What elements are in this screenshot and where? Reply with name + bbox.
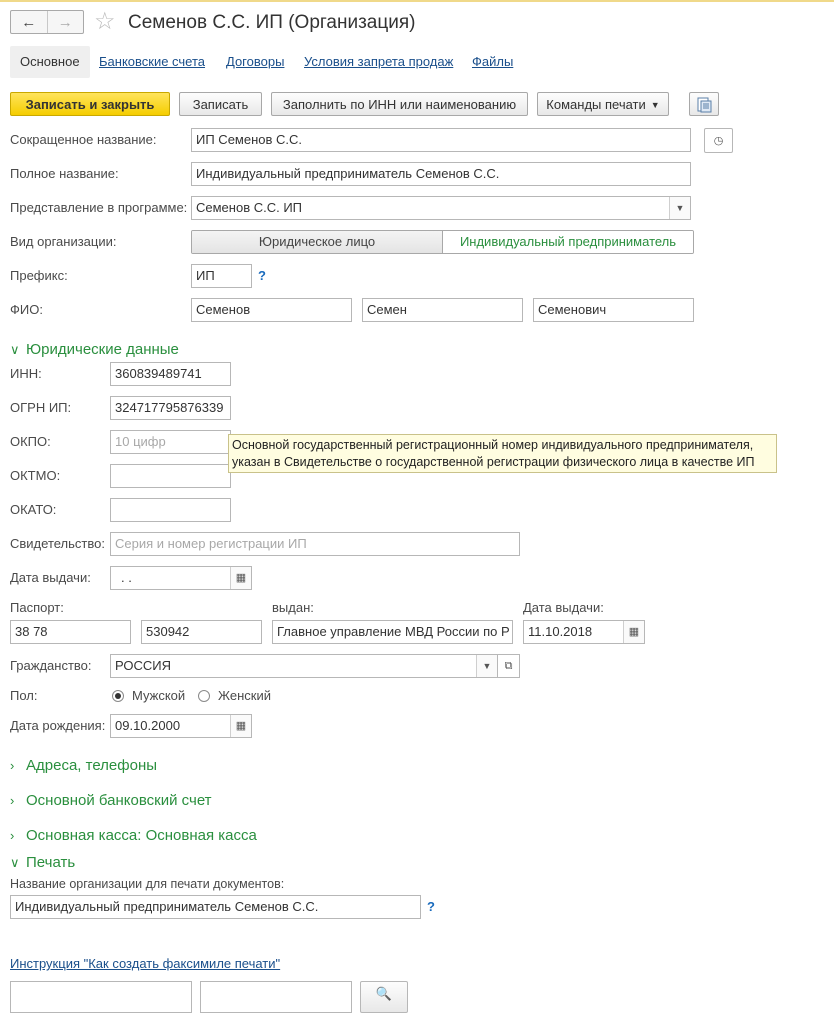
arrow-left-icon: ← xyxy=(21,13,37,31)
presentation-input[interactable] xyxy=(191,196,691,220)
full-name-label: Полное название: xyxy=(10,166,119,181)
print-name-input[interactable]: Индивидуальный предприниматель Семенов С.С. xyxy=(10,895,421,919)
passport-date-value: 11.10.2018 xyxy=(528,624,593,639)
signature-image-box[interactable] xyxy=(200,981,352,1013)
okato-input[interactable] xyxy=(110,498,231,522)
print-commands-label: Команды печати xyxy=(546,97,646,112)
tab-bank-accounts[interactable]: Банковские счета xyxy=(99,54,206,69)
org-type-label: Вид организации: xyxy=(10,234,117,249)
gender-male-label[interactable]: Мужской xyxy=(132,688,186,703)
certificate-label: Свидетельство: xyxy=(10,536,105,551)
facsimile-image-box[interactable] xyxy=(10,981,192,1013)
chevron-right-icon: › xyxy=(10,793,15,808)
save-and-close-button[interactable]: Записать и закрыть xyxy=(10,92,170,116)
gender-label: Пол: xyxy=(10,688,38,703)
birth-date-value: 09.10.2000 xyxy=(115,718,181,733)
oktmo-label: ОКТМО: xyxy=(10,468,61,483)
org-type-switch xyxy=(191,230,694,254)
passport-label: Паспорт: xyxy=(10,600,64,615)
tab-main[interactable]: Основное xyxy=(10,46,90,78)
issue-date-label: Дата выдачи: xyxy=(10,570,91,585)
tab-contracts[interactable]: Договоры xyxy=(226,54,285,69)
inn-label: ИНН: xyxy=(10,366,42,381)
tooltip-line-1: Основной государственный регистрационный номер индивидуального предпринимателя, xyxy=(232,438,754,452)
report-button[interactable] xyxy=(689,92,719,116)
middle-name-input[interactable]: Семенович xyxy=(533,298,694,322)
print-title: Печать xyxy=(26,854,76,871)
inn-input[interactable]: 360839489741 xyxy=(110,362,231,386)
cash-title: Основная касса: Основная касса xyxy=(26,827,257,844)
short-name-label: Сокращенное название: xyxy=(10,132,157,147)
passport-date-label: Дата выдачи: xyxy=(523,600,604,615)
forward-button[interactable] xyxy=(47,11,84,33)
arrow-right-icon: → xyxy=(57,13,73,31)
upload-image-button[interactable] xyxy=(360,981,408,1013)
oktmo-input[interactable] xyxy=(110,464,231,488)
chevron-down-icon: ∨ xyxy=(10,855,20,870)
full-name-input[interactable]: Индивидуальный предприниматель Семенов С.С. xyxy=(191,162,691,186)
open-icon: ⧉ xyxy=(504,659,513,672)
citizenship-input[interactable] xyxy=(110,654,498,678)
passport-number-input[interactable]: 530942 xyxy=(141,620,262,644)
save-button[interactable]: Записать xyxy=(179,92,262,116)
presentation-value: Семенов С.С. ИП xyxy=(196,200,303,215)
dropdown-arrow-icon: ▼ xyxy=(650,100,660,110)
legal-data-section-header[interactable] xyxy=(10,340,179,360)
calendar-icon[interactable]: ▦ xyxy=(623,621,644,643)
ogrn-input[interactable]: 324717795876339 xyxy=(110,396,231,420)
gender-male-radio[interactable] xyxy=(112,690,124,702)
org-type-legal-entity[interactable]: Юридическое лицо xyxy=(192,231,443,253)
report-icon xyxy=(696,97,712,113)
print-section-header[interactable] xyxy=(10,853,75,873)
tab-sale-restrictions[interactable]: Условия запрета продаж xyxy=(304,54,454,69)
issue-date-input[interactable] xyxy=(110,566,252,590)
last-name-input[interactable]: Семенов xyxy=(191,298,352,322)
gender-female-radio[interactable] xyxy=(198,690,210,702)
short-name-input[interactable]: ИП Семенов С.С. xyxy=(191,128,691,152)
presentation-label: Представление в программе: xyxy=(10,200,188,215)
gender-female-label[interactable]: Женский xyxy=(218,688,271,703)
passport-date-input[interactable] xyxy=(523,620,645,644)
print-commands-button[interactable] xyxy=(537,92,669,116)
chevron-right-icon: › xyxy=(10,828,15,843)
okpo-label: ОКПО: xyxy=(10,434,51,449)
ogrn-tooltip xyxy=(228,434,777,473)
issue-date-value: . . xyxy=(121,570,132,585)
navigation-buttons xyxy=(10,10,84,34)
facsimile-instruction-link[interactable]: Инструкция "Как создать факсимиле печати" xyxy=(10,956,281,971)
star-icon[interactable]: ☆ xyxy=(94,8,116,35)
passport-series-input[interactable]: 38 78 xyxy=(10,620,131,644)
addresses-section-header[interactable] xyxy=(10,756,157,776)
passport-issued-by-input[interactable]: Главное управление МВД России по Р xyxy=(272,620,513,644)
fill-by-inn-button[interactable]: Заполнить по ИНН или наименованию xyxy=(271,92,528,116)
first-name-input[interactable]: Семен xyxy=(362,298,523,322)
document-search-icon: 🔍 xyxy=(375,986,393,1001)
top-accent-line xyxy=(0,0,834,2)
dropdown-arrow-icon[interactable]: ▼ xyxy=(669,197,690,219)
open-citizenship-button[interactable] xyxy=(498,654,520,678)
legal-data-title: Юридические данные xyxy=(26,341,179,358)
birth-date-label: Дата рождения: xyxy=(10,718,106,733)
addresses-title: Адреса, телефоны xyxy=(26,757,158,774)
prefix-input[interactable]: ИП xyxy=(191,264,252,288)
history-icon: ◷ xyxy=(713,135,724,147)
print-name-label: Название организации для печати документов: xyxy=(10,877,285,891)
chevron-down-icon: ∨ xyxy=(10,342,20,357)
prefix-label: Префикс: xyxy=(10,268,68,283)
calendar-icon[interactable]: ▦ xyxy=(230,567,251,589)
cash-section-header[interactable] xyxy=(10,826,257,846)
calendar-icon[interactable]: ▦ xyxy=(230,715,251,737)
print-name-help-icon[interactable]: ? xyxy=(427,899,435,914)
tab-files[interactable]: Файлы xyxy=(472,54,514,69)
okpo-input[interactable]: 10 цифр xyxy=(110,430,231,454)
ogrn-label: ОГРН ИП: xyxy=(10,400,72,415)
citizenship-value: РОССИЯ xyxy=(115,658,172,673)
org-type-individual-entrepreneur[interactable]: Индивидуальный предприниматель xyxy=(443,231,693,253)
tooltip-line-2: указан в Свидетельстве о государственной регистрации физического лица в качестве ИП xyxy=(232,455,755,469)
issued-by-label: выдан: xyxy=(272,600,314,615)
chevron-right-icon: › xyxy=(10,758,15,773)
back-button[interactable] xyxy=(11,11,47,33)
fio-label: ФИО: xyxy=(10,302,43,317)
prefix-help-icon[interactable]: ? xyxy=(258,268,266,283)
certificate-input[interactable]: Серия и номер регистрации ИП xyxy=(110,532,520,556)
window-title: Семенов С.С. ИП (Организация) xyxy=(128,12,416,33)
okato-label: ОКАТО: xyxy=(10,502,57,517)
citizenship-label: Гражданство: xyxy=(10,658,92,673)
history-button[interactable] xyxy=(704,128,733,153)
birth-date-input[interactable] xyxy=(110,714,252,738)
dropdown-arrow-icon[interactable]: ▼ xyxy=(476,655,497,677)
bank-account-title: Основной банковский счет xyxy=(26,792,212,809)
bank-account-section-header[interactable] xyxy=(10,791,212,811)
